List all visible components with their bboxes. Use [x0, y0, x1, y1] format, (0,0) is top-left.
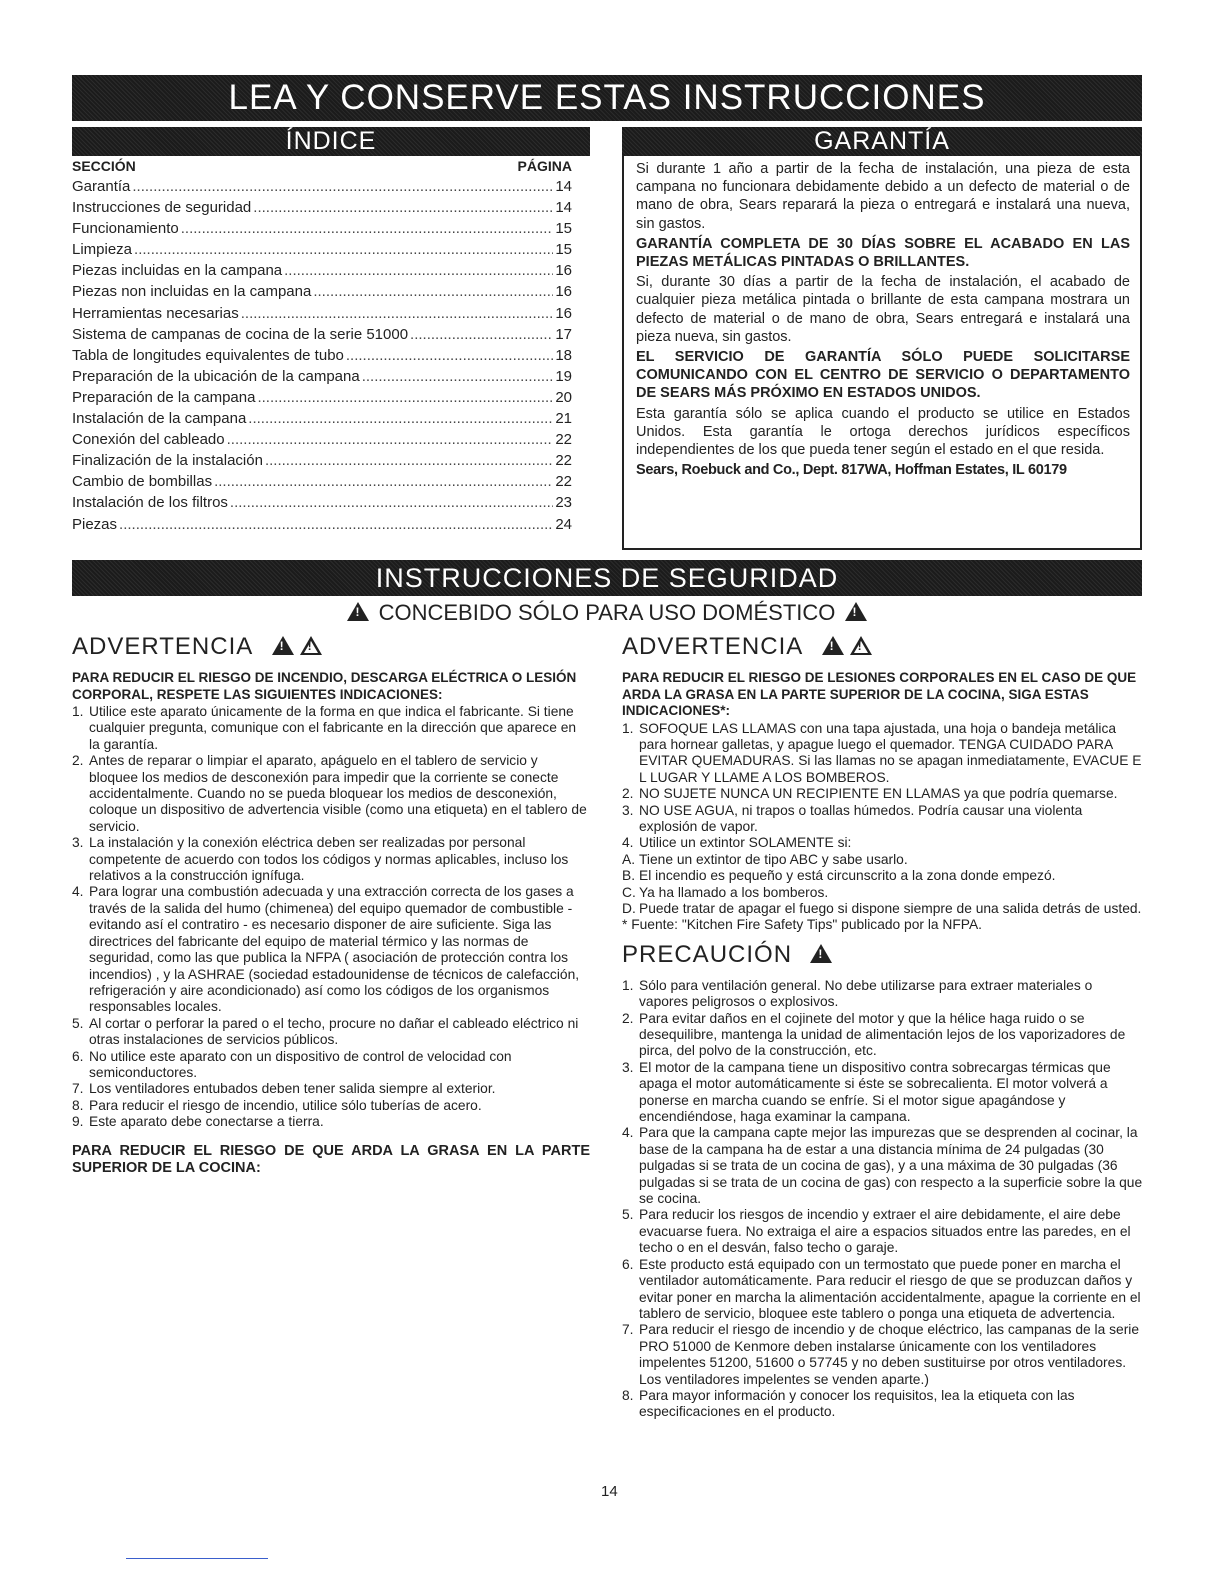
index-row-page: 14	[555, 178, 572, 195]
index-row	[72, 408, 572, 429]
left-column	[72, 632, 590, 1177]
list-item	[72, 704, 590, 753]
list-item-number: 4.	[72, 884, 84, 900]
domestic-use-title	[72, 600, 1142, 626]
list-item-number: 4.	[622, 835, 634, 851]
list-item	[622, 803, 1144, 836]
list-item-number: 5.	[622, 1207, 634, 1223]
list-item-number: D.	[622, 900, 636, 916]
list-item-number: 2.	[622, 1010, 634, 1026]
list-item-text: SOFOQUE LAS LLAMAS con una tapa ajustada, una hoja o bandeja metálica para hornear galletas, y apague luego el quemador. TENGA CUIDADO PARA EVITAR QUEMADURAS. Si las llamas no se apagan inmediatamente, EVACUE E L LUGAR Y LLAME A LOS BOMBEROS.	[639, 720, 1142, 785]
list-item-text: Para reducir el riesgo de incendio, utilice sólo tuberías de acero.	[89, 1097, 482, 1113]
list-item-text: El incendio es pequeño y está circunscrito a la zona donde empezó.	[639, 868, 1056, 884]
list-item	[622, 1207, 1144, 1256]
list-item	[72, 1016, 590, 1049]
index-row	[72, 324, 572, 345]
index-col-page: PÁGINA	[517, 158, 572, 174]
index-row-title: Cambio de bombillas	[72, 473, 213, 491]
list-item-text: Ya ha llamado a los bomberos.	[639, 884, 829, 900]
index-row	[72, 345, 572, 366]
list-item	[72, 1049, 590, 1082]
list-item-number: 7.	[622, 1322, 634, 1338]
list-item	[622, 835, 1144, 851]
right-list	[622, 721, 1144, 918]
right-column	[622, 632, 1144, 1421]
warning-icon	[810, 944, 832, 963]
index-row-title: Instrucciones de seguridad	[72, 199, 252, 217]
index-row-title: Piezas incluidas en la campana	[72, 262, 283, 280]
warranty-address: Sears, Roebuck and Co., Dept. 817WA, Hoffman Estates, IL 60179	[636, 462, 1067, 479]
source-note: * Fuente: "Kitchen Fire Safety Tips" publicado por la NFPA.	[622, 917, 982, 933]
index-row-title: Preparación de la ubicación de la campana	[72, 367, 360, 385]
index-row-leader	[132, 176, 553, 197]
list-item-text: El motor de la campana tiene un dispositivo contra sobrecargas térmicas que apaga el motor automáticamente si éste se sobrecalienta. El motor volverá a ponerse en marcha cuando se enfríe. Si el motor sigue apagándose y encendiéndose, haga examinar la campana.	[639, 1059, 1111, 1125]
index-row-page: 15	[555, 220, 572, 238]
list-item	[622, 885, 1144, 901]
list-item-number: B.	[622, 868, 636, 884]
list-item	[622, 1388, 1144, 1421]
caution-list	[622, 978, 1144, 1421]
index-row-title: Tabla de longitudes equivalentes de tubo	[72, 346, 344, 364]
list-item-number: 3.	[72, 835, 84, 851]
safety-banner: INSTRUCCIONES DE SEGURIDAD	[72, 560, 1142, 596]
index-row	[72, 471, 572, 492]
index-row-leader	[227, 429, 554, 450]
index-row-title: Preparación de la campana	[72, 388, 256, 406]
index-row-leader	[257, 387, 553, 408]
index-row-leader	[119, 514, 553, 535]
index-row-title: Limpieza	[72, 241, 133, 259]
index-row-page: 19	[555, 367, 572, 385]
caution-heading: PRECAUCIÓN !	[622, 940, 1144, 970]
index-row-leader	[284, 260, 553, 281]
index-row-page: 16	[555, 304, 572, 322]
index-row-leader	[346, 345, 553, 366]
index-row	[72, 303, 572, 324]
index-row-leader	[265, 450, 553, 471]
index-row-page: 15	[555, 241, 572, 259]
list-item	[622, 1125, 1144, 1207]
list-item-number: 2.	[72, 753, 84, 769]
right-lead: PARA REDUCIR EL RIESGO DE LESIONES CORPORALES EN EL CASO DE QUE ARDA LA GRASA EN LA PARTE SUPERIOR DE LA COCINA, SIGA ESTAS INDICACIONES*:	[622, 670, 1137, 718]
list-item-text: Sólo para ventilación general. No debe utilizarse para extraer materiales o vapores peligrosos o explosivos.	[639, 977, 1093, 1010]
list-item-text: Para reducir los riesgos de incendio y extraer el aire debidamente, el aire debe evacuarse fuera. No extraiga el aire a espacios situados entre las paredes, en el techo o en el desván, falso techo o garaje.	[639, 1207, 1131, 1256]
index-banner: ÍNDICE	[72, 127, 590, 156]
list-item-number: 8.	[622, 1387, 634, 1403]
index-row	[72, 218, 572, 239]
list-item-text: Tiene un extintor de tipo ABC y sabe usarlo.	[639, 851, 908, 867]
right-warning-heading: ADVERTENCIA !!	[622, 632, 1144, 662]
list-item	[622, 1257, 1144, 1323]
index-row-page: 16	[555, 262, 572, 280]
index-row-leader	[362, 366, 554, 387]
index-rows	[72, 176, 572, 535]
main-banner: LEA Y CONSERVE ESTAS INSTRUCCIONES	[72, 75, 1142, 121]
index-row-page: 17	[555, 325, 572, 343]
list-item-text: NO USE AGUA, ni trapos o toallas húmedos. Podría causar una violenta explosión de vapor.	[639, 802, 1083, 834]
list-item-number: C.	[622, 884, 636, 900]
list-item-text: La instalación y la conexión eléctrica deben ser realizadas por personal competente de acuerdo con todos los códigos y normas aplicables, incluso los relativos a la construcción ignífuga.	[89, 835, 569, 884]
index-row	[72, 450, 572, 471]
warranty-heading-3: EL SERVICIO DE GARANTÍA SÓLO PUEDE SOLICITARSE COMUNICANDO CON EL CENTRO DE SERVICIO O DEPARTAMENTO DE SEARS MÁS PRÓXIMO EN ESTADOS UNIDOS.	[636, 349, 1130, 402]
footer-rule	[126, 1558, 268, 1559]
list-item-number: 1.	[72, 704, 84, 719]
index-row-title: Finalización de la instalación	[72, 452, 263, 470]
left-list	[72, 704, 590, 1131]
list-item-number: 1.	[622, 720, 634, 736]
index-row-page: 20	[555, 388, 572, 406]
index-row	[72, 197, 572, 218]
list-item-text: Para reducir el riesgo de incendio y de choque eléctrico, las campanas de la serie PRO 51000 de Kenmore deben instalarse únicamente con los ventiladores impelentes 51200, 51600 o 57745 y no deben sustituirse por otros ventiladores. Los ventiladores impelentes se venden aparte.)	[639, 1322, 1140, 1387]
list-item	[72, 753, 590, 835]
warning-icon	[845, 602, 867, 621]
index-row-leader	[181, 218, 554, 239]
index-row-title: Herramientas necesarias	[72, 304, 239, 322]
list-item	[72, 884, 590, 1015]
index-row-leader	[253, 197, 553, 218]
index-row-title: Instalación de los filtros	[72, 494, 228, 512]
warning-icon	[272, 636, 294, 655]
index-row	[72, 429, 572, 450]
warranty-banner: GARANTÍA	[622, 127, 1142, 156]
index-row-leader	[313, 281, 553, 302]
list-item-text: Antes de reparar o limpiar el aparato, apáguelo en el tablero de servicio y bloquee los medios de desconexión para impedir que la corriente se conecte accidentalmente. Cuando no se pueda bloquear los medios de desconexión, coloque un dispositivo de advertencia visible (como una etiqueta) en el tablero de servicio.	[89, 753, 587, 834]
warranty-paragraph-1: Si durante 1 año a partir de la fecha de instalación, una pieza de esta campana no funcionara debidamente debido a un defecto de material o de mano de obra, Sears reparará la pieza o entregará e instalará una nueva, sin gastos.	[636, 161, 1130, 232]
list-item	[622, 1322, 1144, 1388]
warranty-paragraph-2: Si, durante 30 días a partir de la fecha de instalación, el acabado de cualquier pieza metálica pintada o brillante de esta campana mostrara un defecto de material o de mano de obra, Sears entregará e instalará una pieza nueva, sin gastos.	[636, 274, 1130, 345]
list-item-text: Puede tratar de apagar el fuego si dispone siempre de una salida detrás de usted.	[639, 900, 1142, 916]
list-item-number: 7.	[72, 1081, 84, 1097]
list-item-number: 1.	[622, 977, 634, 993]
list-item	[72, 1114, 590, 1130]
left-lead: PARA REDUCIR EL RIESGO DE INCENDIO, DESCARGA ELÉCTRICA O LESIÓN CORPORAL, RESPETE LAS SIGUIENTES INDICACIONES:	[72, 670, 577, 702]
index-row-page: 22	[555, 473, 572, 491]
index-row-title: Piezas	[72, 515, 118, 533]
index-row-leader	[134, 239, 553, 260]
list-item-text: Para evitar daños en el cojinete del motor y que la hélice haga ruido o se desequilibre, mantenga la unidad de alimentación lejos de los vaporizadores de pirca, del polvo de la construcción, etc.	[639, 1010, 1126, 1059]
list-item	[622, 978, 1144, 1011]
index-row-leader	[214, 471, 553, 492]
list-item-text: NO SUJETE NUNCA UN RECIPIENTE EN LLAMAS ya que podría quemarse.	[639, 786, 1118, 802]
list-item-text: No utilice este aparato con un dispositivo de control de velocidad con semiconductores.	[89, 1048, 512, 1080]
list-item	[72, 1098, 590, 1114]
warranty-heading-2: GARANTÍA COMPLETA DE 30 DÍAS SOBRE EL ACABADO EN LAS PIEZAS METÁLICAS PINTADAS O BRILLANTES.	[636, 235, 1130, 271]
index-row-leader	[248, 408, 553, 429]
index-row	[72, 176, 572, 197]
list-item-text: Utilice este aparato únicamente de la forma en que indica el fabricante. Si tiene cualquier pregunta, comunique con el fabricante en la dirección que aparece en la garantía.	[89, 704, 577, 752]
index-row	[72, 387, 572, 408]
list-item-text: Para que la campana capte mejor las impurezas que se desprenden al cocinar, la base de la campana ha de estar a una distancia mínima de 24 pulgadas (30 pulgadas si se trata de un cocina de gas), y a una máxima de 30 pulgadas (36 pulgadas si se trata de un cocina de gas) con respecto a la superficie sobre la que se cocina.	[639, 1125, 1143, 1207]
warranty-box	[622, 156, 1142, 550]
warranty-paragraph-3: Esta garantía sólo se aplica cuando el producto se utilice en Estados Unidos. Esta garantía le ortoga derechos jurídicos específicos independientes de los que pueda tener según el estado en el que resida.	[636, 405, 1130, 459]
index-table	[72, 156, 572, 535]
list-item	[72, 835, 590, 884]
list-item	[622, 868, 1144, 884]
index-row	[72, 366, 572, 387]
list-item-number: 6.	[72, 1048, 84, 1064]
index-row-page: 14	[555, 199, 572, 217]
list-item-text: Al cortar o perforar la pared o el techo, procure no dañar el cableado eléctrico ni otras instalaciones de servicios públicos.	[89, 1015, 579, 1048]
list-item	[622, 786, 1144, 802]
list-item	[622, 852, 1144, 868]
index-row-page: 21	[555, 410, 572, 428]
list-item	[622, 721, 1144, 787]
index-row-leader	[241, 303, 554, 324]
index-row-leader	[410, 324, 553, 345]
warning-outline-icon	[300, 636, 322, 655]
index-row	[72, 492, 572, 513]
index-row-title: Sistema de campanas de cocina de la serie 51000	[72, 325, 409, 343]
warning-icon	[347, 602, 369, 621]
list-item-number: 9.	[72, 1114, 84, 1130]
list-item	[72, 1081, 590, 1097]
index-row-title: Instalación de la campana	[72, 410, 247, 428]
list-item-text: Para lograr una combustión adecuada y una extracción correcta de los gases a través de la salida del humo (chimenea) del equipo quemador de combustible - evitando así el contratiro - es necesario disponer de aire suficiente. Siga las directrices del fabricante del equipo de material térmico y las normas de seguridad, como las que publica la NFPA ( asociación de protección contra los incendios) , y la ASHRAE (sociedad estadounidense de técnicos de calefacción, refrigeración y aire acondicionado) así como los códigos de los organismos responsables locales.	[89, 884, 580, 1015]
index-row-page: 22	[555, 452, 572, 470]
list-item-text: Utilice un extintor SOLAMENTE si:	[639, 835, 852, 851]
index-row-title: Piezas non incluidas en la campana	[72, 283, 312, 301]
list-item	[622, 901, 1144, 917]
index-row	[72, 239, 572, 260]
left-lead-2: PARA REDUCIR EL RIESGO DE QUE ARDA LA GRASA EN LA PARTE SUPERIOR DE LA COCINA:	[72, 1142, 590, 1176]
domestic-use-text: CONCEBIDO SÓLO PARA USO DOMÉSTICO	[378, 600, 836, 625]
left-warning-heading: ADVERTENCIA !!	[72, 632, 590, 662]
list-item-text: Para mayor información y conocer los requisitos, lea la etiqueta con las especificaciones en el producto.	[639, 1387, 1075, 1420]
list-item-number: 5.	[72, 1015, 84, 1031]
index-row	[72, 281, 572, 302]
index-row	[72, 514, 572, 535]
index-row-page: 22	[555, 431, 572, 449]
list-item-text: Los ventiladores entubados deben tener salida siempre al exterior.	[89, 1081, 496, 1097]
index-row-title: Garantía	[72, 178, 131, 195]
page-number: 14	[601, 1483, 618, 1500]
list-item-number: 3.	[622, 802, 634, 818]
index-row-leader	[230, 492, 553, 513]
index-row-page: 24	[555, 515, 572, 533]
list-item-number: 2.	[622, 786, 634, 802]
index-row-title: Funcionamiento	[72, 220, 179, 238]
list-item-number: 8.	[72, 1097, 84, 1113]
index-header	[72, 156, 572, 176]
list-item-text: Este aparato debe conectarse a tierra.	[89, 1114, 324, 1130]
index-row-page: 18	[555, 346, 572, 364]
warning-icon	[822, 636, 844, 655]
list-item-number: 6.	[622, 1256, 634, 1272]
index-row-page: 23	[555, 494, 572, 512]
list-item-number: 4.	[622, 1125, 634, 1141]
list-item-text: Este producto está equipado con un termostato que puede poner en marcha el ventilador automáticamente. Para reducir el riesgo de que se produzcan daños y evitar poner en marcha la alimentación accidentalmente, apague la corriente en el tablero de servicio, bloquee este tablero o ponga una etiqueta de advertencia.	[639, 1256, 1141, 1321]
index-col-section: SECCIÓN	[72, 158, 136, 174]
list-item-number: 3.	[622, 1059, 634, 1075]
index-row-page: 16	[555, 283, 572, 301]
warning-outline-icon	[850, 636, 872, 655]
index-row-title: Conexión del cableado	[72, 431, 225, 449]
list-item	[622, 1060, 1144, 1126]
index-row	[72, 260, 572, 281]
list-item	[622, 1011, 1144, 1060]
list-item-number: A.	[622, 851, 636, 867]
